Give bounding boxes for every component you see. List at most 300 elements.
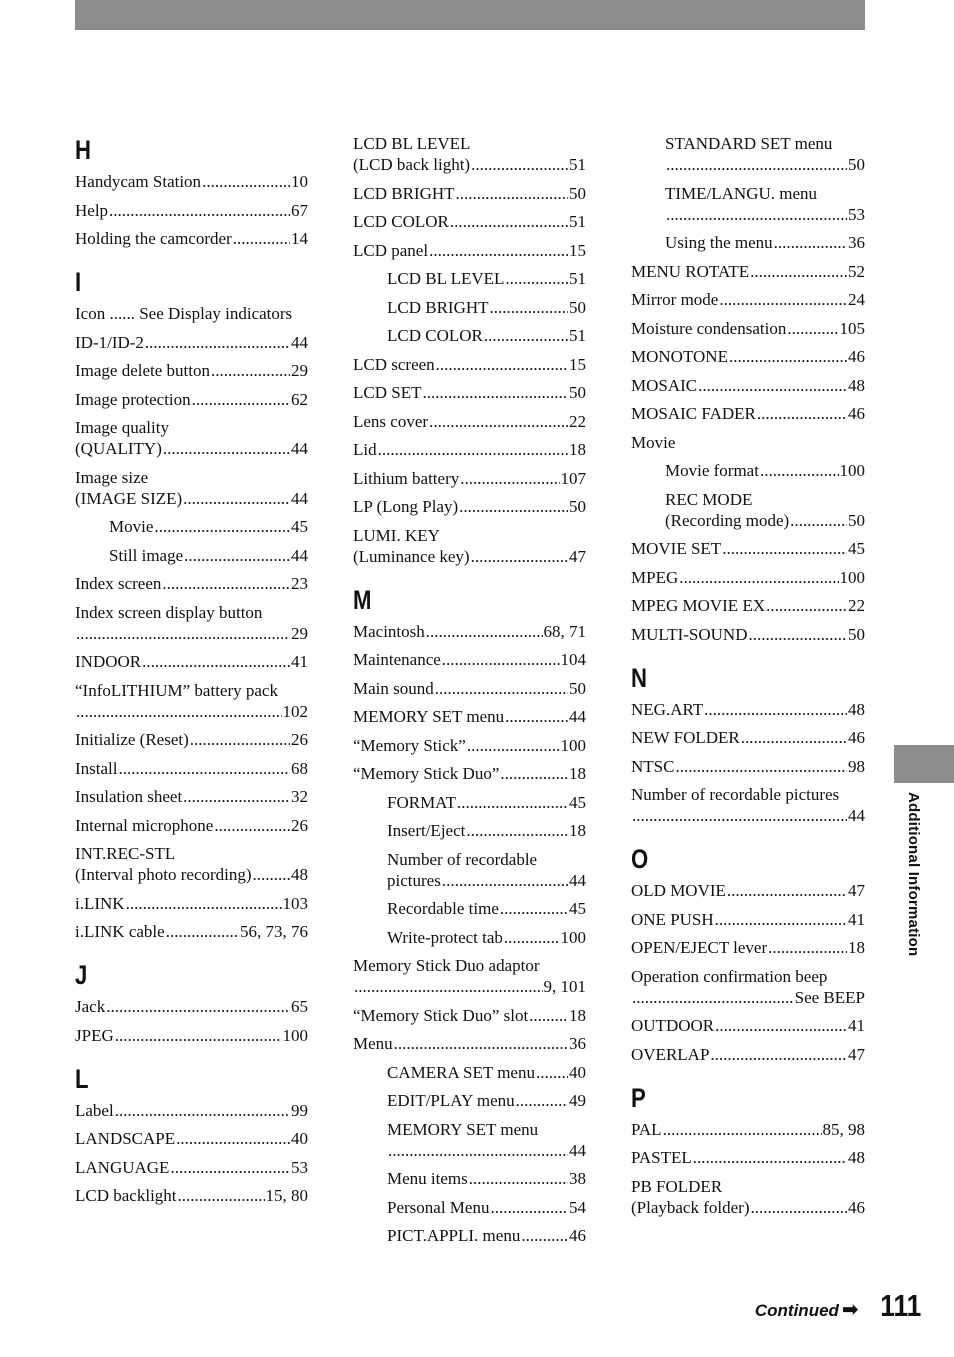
dot-leader [211, 360, 290, 381]
index-column-2 [353, 133, 586, 1254]
entry-term: Insulation sheet [75, 787, 183, 806]
entry-page-ref: 22 [569, 411, 586, 431]
index-entry [631, 966, 865, 1008]
entry-page-ref: 68, 71 [543, 621, 586, 641]
index-entry [353, 706, 586, 727]
entry-page-ref: 49 [569, 1091, 586, 1110]
entry-term: LCD panel [353, 240, 429, 260]
entry-term: LCD BRIGHT [387, 297, 489, 317]
dot-leader [750, 261, 847, 282]
entry-term: Movie format [665, 461, 759, 480]
dot-leader [722, 538, 847, 559]
dot-leader [693, 1147, 847, 1168]
entry-page-ref: 29 [291, 361, 308, 380]
entry-page-ref: 50 [569, 183, 586, 203]
entry-page-ref: 50 [569, 497, 586, 516]
entry-term: Jack [75, 997, 106, 1016]
entry-page-ref: 52 [848, 261, 865, 281]
entry-term: Lithium battery [353, 468, 460, 488]
index-entry [631, 1044, 865, 1065]
index-entry [75, 843, 308, 885]
entry-term: OUTDOOR [631, 1016, 715, 1035]
index-column-3 [631, 133, 865, 1225]
entry-term: i.LINK [75, 893, 125, 913]
index-entry [631, 432, 865, 453]
dot-leader [663, 1119, 822, 1140]
dot-leader [675, 756, 847, 777]
entry-term: “InfoLITHIUM” battery pack [75, 680, 278, 700]
dot-leader [436, 354, 568, 375]
entry-term: MONOTONE [631, 347, 728, 366]
index-entry [75, 921, 308, 942]
dot-leader [490, 297, 568, 318]
entry-term: NEG.ART [631, 699, 704, 719]
entry-term: (Playback folder) [631, 1197, 750, 1217]
index-entry [631, 538, 865, 559]
page-number: 111 [879, 1288, 921, 1323]
dot-leader [500, 898, 568, 919]
entry-term: i.LINK cable [75, 922, 165, 941]
entry-term: NEW FOLDER [631, 728, 740, 747]
index-entry [631, 1015, 865, 1036]
index-entry [353, 439, 586, 460]
dot-leader [790, 510, 847, 531]
entry-page-ref: 44 [291, 488, 308, 508]
index-subentry [631, 460, 865, 481]
entry-page-ref: 50 [569, 383, 586, 402]
entry-page-ref: 53 [848, 204, 865, 224]
entry-page-ref: 44 [291, 439, 308, 458]
entry-term: MPEG [631, 567, 679, 587]
entry-term: MULTI-SOUND [631, 624, 748, 644]
index-entry [631, 937, 865, 958]
entry-term: Recordable time [387, 899, 499, 918]
index-entry [75, 758, 308, 779]
entry-page-ref: 67 [291, 200, 308, 220]
entry-term: Label [75, 1100, 114, 1120]
entry-page-ref: 36 [848, 233, 865, 252]
entry-page-ref: 65 [291, 997, 308, 1016]
entry-page-ref: 56, 73, 76 [240, 922, 308, 941]
index-subentry [353, 1168, 586, 1189]
index-entry [75, 1025, 308, 1046]
index-entry [631, 261, 865, 282]
dot-leader [715, 909, 847, 930]
entry-term: LUMI. KEY [353, 525, 440, 545]
entry-page-ref: 46 [848, 347, 865, 366]
entry-page-ref: 85, 98 [822, 1119, 865, 1139]
entry-term: ID-1/ID-2 [75, 332, 144, 352]
index-letter-heading: O [631, 844, 649, 874]
index-entry [75, 786, 308, 807]
entry-page-ref: 50 [569, 678, 586, 698]
entry-page-ref: 41 [848, 1016, 865, 1035]
dot-leader [142, 651, 290, 672]
entry-page-ref: 45 [569, 792, 586, 812]
entry-page-ref: 46 [848, 1197, 865, 1217]
entry-page-ref: 47 [848, 881, 865, 900]
index-subentry [631, 232, 865, 253]
entry-term: Image delete button [75, 361, 211, 380]
entry-page-ref: 102 [282, 701, 308, 721]
entry-term: Icon ...... See Display indicators [75, 304, 293, 323]
entry-page-ref: 100 [560, 927, 586, 947]
dot-leader [757, 403, 847, 424]
entry-term: PASTEL [631, 1148, 692, 1167]
entry-term: (LCD back light) [353, 155, 471, 174]
entry-term: LCD BRIGHT [353, 183, 455, 203]
dot-leader [190, 729, 290, 750]
entry-page-ref: 44 [569, 870, 586, 890]
entry-page-ref: 40 [569, 1062, 586, 1082]
index-letter-heading: I [75, 267, 82, 297]
index-entry [75, 996, 308, 1017]
dot-leader [715, 1015, 847, 1036]
dot-leader [394, 1033, 568, 1054]
entry-page-ref: 104 [560, 650, 586, 669]
header-bar [75, 0, 865, 30]
index-entry [353, 678, 586, 699]
entry-term: Number of recordable pictures [631, 785, 840, 804]
index-entry [353, 763, 586, 784]
index-entry [75, 893, 308, 914]
index-subentry [353, 849, 586, 891]
index-entry [631, 375, 865, 396]
entry-term: Install [75, 758, 118, 778]
index-entry [75, 1157, 308, 1178]
index-subentry [353, 268, 586, 289]
index-subentry [353, 1119, 586, 1161]
entry-page-ref: 47 [848, 1044, 865, 1064]
index-entry [631, 595, 865, 616]
entry-page-ref: 45 [848, 539, 865, 558]
entry-term: LCD BL LEVEL [353, 134, 471, 153]
entry-page-ref: 48 [848, 375, 865, 395]
entry-term: PB FOLDER [631, 1176, 723, 1196]
dot-leader [388, 1140, 568, 1161]
dot-leader [450, 211, 568, 232]
entry-term: CAMERA SET menu [387, 1062, 535, 1082]
dot-leader [378, 439, 568, 460]
dot-leader [632, 987, 794, 1008]
dot-leader [466, 820, 568, 841]
entry-page-ref: 36 [569, 1034, 586, 1053]
entry-term: MPEG MOVIE EX [631, 596, 766, 615]
dot-leader [183, 786, 290, 807]
entry-term: MOSAIC FADER [631, 404, 756, 423]
index-entry [353, 411, 586, 432]
index-entry [353, 211, 586, 232]
dot-leader [768, 937, 847, 958]
entry-page-ref: 50 [569, 297, 586, 317]
index-subentry [631, 133, 865, 175]
dot-leader [710, 1044, 847, 1065]
index-entry [353, 496, 586, 517]
entry-term: Still image [109, 545, 184, 565]
index-entry [75, 573, 308, 594]
index-column-1 [75, 133, 308, 1214]
dot-leader [632, 805, 847, 826]
index-entry [75, 1185, 308, 1206]
dot-leader [504, 927, 560, 948]
entry-page-ref: 45 [291, 517, 308, 536]
entry-term: NTSC [631, 756, 675, 776]
index-subentry [75, 545, 308, 566]
dot-leader [76, 701, 282, 722]
index-entry [75, 360, 308, 381]
dot-leader [422, 382, 568, 403]
entry-term: TIME/LANGU. menu [665, 183, 818, 203]
entry-term: Index screen [75, 574, 162, 593]
entry-term: OPEN/EJECT lever [631, 938, 768, 957]
entry-page-ref: 23 [291, 574, 308, 593]
dot-leader [679, 567, 838, 588]
dot-leader [192, 389, 290, 410]
entry-term: Internal microphone [75, 815, 214, 835]
entry-term: Menu items [387, 1169, 468, 1188]
dot-leader [109, 200, 290, 221]
index-entry [353, 955, 586, 997]
entry-term: Main sound [353, 678, 434, 698]
entry-term: Mirror mode [631, 290, 719, 309]
entry-term: Maintenance [353, 650, 441, 669]
entry-term: Image size [75, 467, 149, 487]
entry-page-ref: 46 [569, 1226, 586, 1245]
dot-leader [666, 204, 847, 225]
index-entry [75, 602, 308, 644]
index-entry [353, 621, 586, 642]
index-entry [631, 403, 865, 424]
dot-leader [467, 735, 560, 756]
index-entry [631, 784, 865, 826]
entry-page-ref: 9, 101 [543, 977, 586, 996]
index-entry [631, 727, 865, 748]
entry-term: Image quality [75, 418, 169, 437]
entry-page-ref: 47 [569, 546, 586, 566]
index-subentry [75, 516, 308, 537]
entry-term: LCD backlight [75, 1186, 177, 1205]
index-subentry [631, 183, 865, 225]
entry-page-ref: 50 [848, 155, 865, 174]
index-entry [353, 735, 586, 756]
entry-page-ref: 40 [291, 1129, 308, 1148]
entry-term: Moisture condensation [631, 318, 787, 338]
index-entry [75, 1100, 308, 1121]
dot-leader [457, 792, 568, 813]
index-entry [631, 699, 865, 720]
entry-term: PAL [631, 1119, 662, 1139]
index-letter-heading: N [631, 662, 647, 693]
entry-term: ONE PUSH [631, 909, 714, 929]
continued-label: Continued [754, 1301, 839, 1320]
entry-page-ref: 41 [291, 652, 308, 671]
entry-page-ref: 99 [291, 1100, 308, 1120]
entry-term: Lid [353, 440, 377, 459]
entry-term: LANGUAGE [75, 1157, 170, 1177]
entry-term: JPEG [75, 1025, 114, 1045]
dot-leader [774, 232, 847, 253]
dot-leader [760, 460, 839, 481]
dot-leader [115, 1025, 282, 1046]
entry-page-ref: 51 [569, 326, 586, 345]
dot-leader [484, 325, 568, 346]
entry-term: LCD screen [353, 354, 435, 374]
index-letter-heading: J [75, 960, 88, 990]
entry-page-ref: 51 [569, 212, 586, 231]
dot-leader [704, 699, 847, 720]
dot-leader [163, 438, 290, 459]
dot-leader [429, 240, 568, 261]
entry-page-ref: 44 [569, 1140, 586, 1160]
index-entry [353, 649, 586, 670]
dot-leader [184, 545, 290, 566]
entry-term: LCD SET [353, 383, 422, 402]
entry-page-ref: 18 [569, 1005, 586, 1025]
index-entry [75, 467, 308, 509]
entry-term: LCD BL LEVEL [387, 269, 505, 288]
index-subentry [353, 1090, 586, 1111]
dot-leader [115, 1100, 290, 1121]
entry-term: Operation confirmation beep [631, 966, 828, 986]
entry-term: Movie [109, 517, 154, 536]
dot-leader [536, 1062, 568, 1083]
entry-page-ref: 100 [560, 735, 586, 755]
entry-page-ref: 41 [848, 909, 865, 929]
index-entry [75, 651, 308, 672]
index-letter-heading: M [353, 584, 372, 615]
entry-term: Number of recordable [387, 849, 538, 869]
entry-term: Lens cover [353, 411, 429, 431]
dot-leader [119, 758, 291, 779]
dot-leader [354, 976, 543, 997]
index-subentry [353, 325, 586, 346]
entry-page-ref: 44 [291, 332, 308, 352]
entry-page-ref: 100 [839, 567, 865, 587]
entry-term: “Memory Stick Duo” [353, 764, 500, 783]
index-entry [631, 1119, 865, 1140]
entry-term: LCD COLOR [387, 326, 483, 345]
entry-term: OVERLAP [631, 1044, 710, 1064]
entry-page-ref: 26 [291, 730, 308, 749]
page-footer [755, 1288, 921, 1324]
index-letter-heading: L [75, 1063, 89, 1094]
entry-page-ref: 51 [569, 269, 586, 288]
dot-leader [460, 468, 559, 489]
dot-leader [76, 623, 290, 644]
entry-term: “Memory Stick Duo” slot [353, 1005, 529, 1025]
entry-term: Using the menu [665, 233, 773, 252]
dot-leader [471, 154, 568, 175]
dot-leader [459, 496, 568, 517]
entry-page-ref: 105 [839, 318, 865, 338]
entry-page-ref: 48 [848, 1148, 865, 1167]
entry-term: pictures [387, 870, 441, 890]
entry-term: REC MODE [665, 489, 753, 509]
entry-page-ref: 15, 80 [265, 1186, 308, 1205]
index-entry [631, 567, 865, 588]
index-subentry [353, 1225, 586, 1246]
entry-term: Holding the camcorder [75, 229, 232, 248]
entry-page-ref: 107 [560, 468, 586, 488]
index-entry [353, 525, 586, 567]
entry-term: STANDARD SET menu [665, 134, 833, 153]
entry-term: FORMAT [387, 792, 456, 812]
entry-page-ref: 54 [569, 1197, 586, 1217]
entry-page-ref: 46 [848, 728, 865, 747]
index-entry [631, 624, 865, 645]
entry-page-ref: 24 [848, 290, 865, 309]
entry-page-ref: 38 [569, 1169, 586, 1188]
entry-term: (QUALITY) [75, 439, 162, 458]
dot-leader [750, 1197, 847, 1218]
index-entry [75, 171, 308, 192]
index-subentry [353, 1062, 586, 1083]
entry-term: LANDSCAPE [75, 1129, 176, 1148]
dot-leader [214, 815, 290, 836]
dot-leader [469, 1168, 568, 1189]
index-entry [353, 1033, 586, 1054]
index-entry [631, 346, 865, 367]
dot-leader [471, 546, 568, 567]
entry-page-ref: 29 [291, 623, 308, 643]
entry-page-ref: 45 [569, 899, 586, 918]
dot-leader [456, 183, 568, 204]
entry-page-ref: 53 [291, 1157, 308, 1177]
entry-term: INT.REC-STL [75, 844, 176, 863]
dot-leader [178, 1185, 265, 1206]
entry-term: Initialize (Reset) [75, 730, 189, 749]
dot-leader [176, 1128, 290, 1149]
entry-page-ref: See BEEP [794, 987, 865, 1007]
index-subentry [353, 792, 586, 813]
entry-page-ref: 51 [569, 155, 586, 174]
entry-page-ref: 68 [291, 758, 308, 778]
dot-leader [442, 870, 568, 891]
entry-term: (Interval photo recording) [75, 865, 252, 884]
entry-term: Write-protect tab [387, 927, 503, 947]
index-entry [75, 815, 308, 836]
dot-leader [154, 516, 290, 537]
arrow-right-icon: ➡ [841, 1297, 859, 1321]
index-entry [75, 200, 308, 221]
entry-page-ref: 48 [291, 865, 308, 884]
dot-leader [166, 921, 239, 942]
entry-page-ref: 44 [848, 806, 865, 825]
entry-term: Memory Stick Duo adaptor [353, 956, 540, 975]
index-entry [75, 389, 308, 410]
entry-page-ref: 50 [848, 624, 865, 644]
index-entry [353, 240, 586, 261]
entry-page-ref: 26 [291, 815, 308, 835]
index-entry [75, 729, 308, 750]
entry-term: Insert/Eject [387, 821, 466, 840]
entry-page-ref: 44 [569, 707, 586, 726]
section-tab [894, 745, 954, 783]
index-entry [631, 1147, 865, 1168]
entry-page-ref: 100 [839, 461, 865, 480]
dot-leader [202, 171, 290, 192]
index-entry [631, 909, 865, 930]
dot-leader [442, 649, 560, 670]
entry-term: PICT.APPLI. menu [387, 1226, 521, 1245]
dot-leader [666, 154, 847, 175]
entry-term: OLD MOVIE [631, 881, 726, 900]
dot-leader [170, 1157, 290, 1178]
entry-term: (Recording mode) [665, 510, 790, 530]
index-entry [631, 1176, 865, 1218]
index-entry [75, 680, 308, 722]
dot-leader [183, 488, 290, 509]
